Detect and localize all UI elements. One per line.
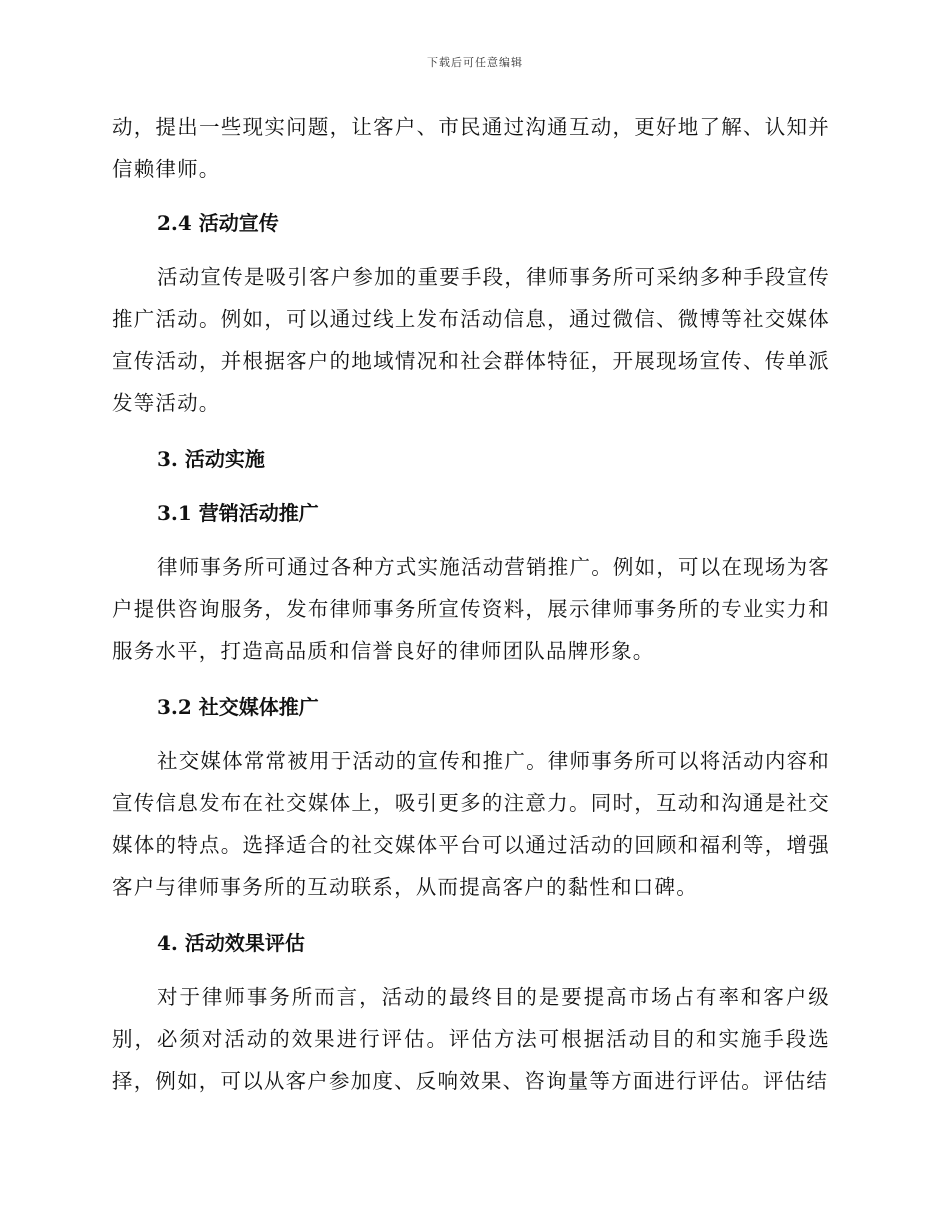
paragraph-activity-promotion: 活动宣传是吸引客户参加的重要手段，律师事务所可采纳多种手段宣传推广活动。例如，可以通过线上发布活动信息，通过微信、微博等社交媒体宣传活动，并根据客户的地域情况和社会群体特征，开展现场宣传、传单派发等活动。 [112, 265, 830, 415]
paragraph-continuation: 动，提出一些现实问题，让客户、市民通过沟通互动，更好地了解、认知并信赖律师。 [112, 115, 830, 181]
heading-3-activity-implementation: 3. 活动实施 [157, 447, 265, 471]
document-body [112, 106, 830, 1102]
heading-3-2-social-media-promotion: 3.2 社交媒体推广 [157, 695, 319, 719]
heading-4-effect-evaluation: 4. 活动效果评估 [157, 931, 305, 955]
heading-3-1-marketing-promotion: 3.1 营销活动推广 [157, 501, 319, 525]
page-header: 下载后可任意编辑 [427, 56, 523, 69]
paragraph-social-media-promotion: 社交媒体常常被用于活动的宣传和推广。律师事务所可以将活动内容和宣传信息发布在社交媒体上，吸引更多的注意力。同时，互动和沟通是社交媒体的特点。选择适合的社交媒体平台可以通过活动的回顾和福利等，增强客户与律师事务所的互动联系，从而提高客户的黏性和口碑。 [112, 749, 830, 899]
paragraph-effect-evaluation: 对于律师事务所而言，活动的最终目的是要提高市场占有率和客户级别，必须对活动的效果进行评估。评估方法可根据活动目的和实施手段选择，例如，可以从客户参加度、反响效果、咨询量等方面进行评估。评估结 [112, 985, 830, 1093]
paragraph-marketing-promotion: 律师事务所可通过各种方式实施活动营销推广。例如，可以在现场为客户提供咨询服务，发布律师事务所宣传资料，展示律师事务所的专业实力和服务水平，打造高品质和信誉良好的律师团队品牌形象。 [112, 555, 830, 663]
heading-2-4-activity-promotion: 2.4 活动宣传 [157, 211, 279, 235]
